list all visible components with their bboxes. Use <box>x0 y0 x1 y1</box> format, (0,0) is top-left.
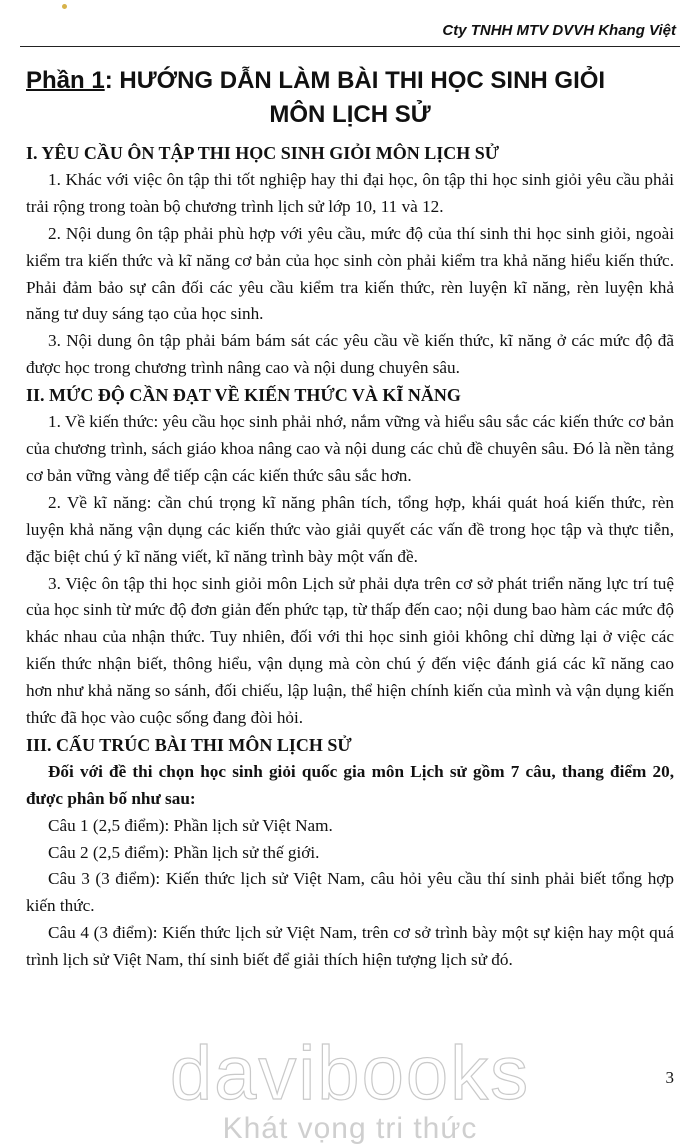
section-heading-1: I. YÊU CẦU ÔN TẬP THI HỌC SINH GIỎI MÔN LỊCH SỬ <box>26 143 500 163</box>
paragraph: 1. Về kiến thức: yêu cầu học sinh phải nhớ, nắm vững và hiểu sâu sắc các kiến thức cơ bản của chương trình, sách giáo khoa nâng cao và nội dung các chủ đề chuyên sâu. Đó là nền tảng cơ bản vững vàng để tiếp cận các kiến thức sâu sắc hơn. <box>26 412 674 485</box>
question-item: Câu 2 (2,5 điểm): Phần lịch sử thế giới. <box>48 842 320 862</box>
section-lead: Đối với đề thi chọn học sinh giỏi quốc gia môn Lịch sử gồm 7 câu, thang điểm 20, được phân bố như sau: <box>26 761 674 808</box>
question-item: Câu 1 (2,5 điểm): Phần lịch sử Việt Nam. <box>48 815 333 835</box>
question-item: Câu 4 (3 điểm): Kiến thức lịch sử Việt Nam, trên cơ sở trình bày một sự kiện hay một quá trình lịch sử Việt Nam, thí sinh biết để giải thích hiện tượng lịch sử đó. <box>26 923 674 970</box>
paragraph: 1. Khác với việc ôn tập thi tốt nghiệp hay thi đại học, ôn tập thi học sinh giỏi yêu cầu phải trải rộng trong toàn bộ chương trình lịch sử lớp 10, 11 và 12. <box>26 169 674 216</box>
page-title <box>26 64 674 132</box>
question-item: Câu 3 (3 điểm): Kiến thức lịch sử Việt Nam, câu hỏi yêu cầu thí sinh phải biết tổng hợp kiến thức. <box>26 869 674 916</box>
paragraph: 2. Về kĩ năng: cần chú trọng kĩ năng phân tích, tổng hợp, khái quát hoá kiến thức, rèn luyện khả năng vận dụng các kiến thức vào giải quyết các vấn đề trong học tập và thực tiễn, đặc biệt chú ý kĩ năng viết, kĩ năng trình bày một vấn đề. <box>26 492 674 566</box>
page-number: 3 <box>665 1068 674 1087</box>
paragraph: 3. Nội dung ôn tập phải bám bám sát các yêu cầu về kiến thức, kĩ năng ở các mức độ đã được học trong chương trình nâng cao và nội dung chuyên sâu. <box>26 331 674 378</box>
section-heading-3: III. CẤU TRÚC BÀI THI MÔN LỊCH SỬ <box>26 734 352 755</box>
section-heading-2: II. MỨC ĐỘ CẦN ĐẠT VỀ KIẾN THỨC VÀ KĨ NĂNG <box>26 385 461 406</box>
watermark-brand: davibooks <box>169 1031 531 1116</box>
ink-speck <box>62 4 67 9</box>
title-line1: : HƯỚNG DẪN LÀM BÀI THI HỌC SINH GIỎI <box>104 67 606 94</box>
page-content <box>26 140 674 974</box>
title-line2: MÔN LỊCH SỬ <box>269 101 431 128</box>
part-label: Phần 1 <box>26 67 105 94</box>
paragraph: 2. Nội dung ôn tập phải phù hợp với yêu cầu, mức độ của thí sinh thi học sinh giỏi, ngoài kiểm tra kiến thức và kĩ năng cơ bản của học sinh còn phải kiểm tra khả năng hiểu kiến thức. Phải đảm bảo sự cân đối các yêu cầu kiểm tra kiến thức, rèn luyện kĩ năng, rèn luyện khả năng tư duy sáng tạo của học sinh. <box>26 223 674 324</box>
watermark-tagline: Khát vọng tri thức <box>222 1112 478 1145</box>
publisher-header: Cty TNHH MTV DVVH Khang Việt <box>442 22 676 39</box>
paragraph: 3. Việc ôn tập thi học sinh giỏi môn Lịch sử phải dựa trên cơ sở phát triển năng lực trí tuệ của học sinh từ mức độ đơn giản đến phức tạp, từ thấp đến cao; nội dung bao hàm các mức độ khác nhau của nhận thức. Tuy nhiên, đối với thi học sinh giỏi không chỉ dừng lại ở việc các kiến thức nhận biết, thông hiểu, vận dụng mà còn chú ý đến việc đánh giá các kĩ năng cao hơn như khả năng so sánh, đối chiếu, lập luận, thể hiện chính kiến của mình và vận dụng kiến thức đã học vào cuộc sống đang đòi hỏi. <box>26 573 674 728</box>
header-rule <box>20 46 680 47</box>
